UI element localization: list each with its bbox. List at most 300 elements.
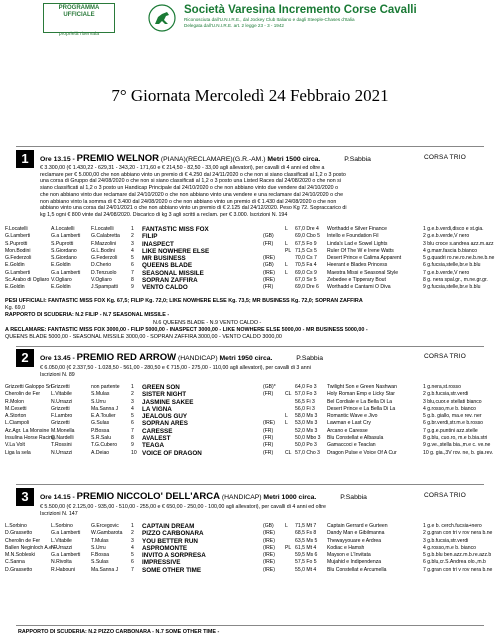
race-notes <box>18 629 219 636</box>
corsa-trio-label: CORSA TRIO <box>424 154 466 161</box>
runner-desc: 4 g.marr.fascia b.bianco <box>423 247 478 254</box>
race-title: PREMIO NICCOLO' DELL'ARCA <box>76 491 220 502</box>
runner-row <box>5 530 497 537</box>
runner-horse: MR BUSINESS <box>142 255 186 263</box>
runner-sire: Worthadd e Silver Finance <box>327 226 387 232</box>
runner-horse: JEALOUS GUY <box>142 413 188 421</box>
race-number-badge: 3 <box>16 488 34 506</box>
runner-desc: 5 g.b.blu ben.azz.m.b.re.azz.b <box>423 552 492 559</box>
note-line: A RECLAMARE: FANTASTIC MISS FOX 3000,00 - FILIP 5000,00 - INASPECT 3000,00 - LIKE NOWHERE ELSE 5000,00 - MR BUSINESS 5000,00 - <box>5 326 368 333</box>
runner-trainer: L.Vitabile <box>51 391 72 398</box>
runner-desc: 8 g.blu, cuo.ro, m.e b.bia.stri <box>423 435 488 442</box>
runner-kg: 57,0 Fo 3 <box>295 391 317 398</box>
runner-trainer: R.Habouni <box>51 566 76 573</box>
runner-row <box>5 406 497 413</box>
corsa-trio-label: CORSA TRIO <box>424 353 466 360</box>
runner-horse: INVITO A SORPRESA <box>142 552 206 560</box>
runner-desc: 2 g.e.b.verde,V nero <box>423 233 470 240</box>
society-subtitle: Riconosciuta dall'U.N.I.R.E., dal Jockey Club Italiano e dagli Steeple-Chases d'Italia Delegata dall'U.N.I.R.E. art. 2 legge 23 - 3 - 1942 <box>184 17 355 28</box>
runner-horse: LIKE NOWHERE ELSE <box>142 247 210 255</box>
runner-kg: 57,5 Fo 5 <box>295 559 317 566</box>
runner-kg: 57,0 Cho 3 <box>295 449 320 456</box>
runner-row <box>5 284 497 291</box>
condition-line: non abbiano vinto la somma di € 3.400 dal 24/08/2020 o che non abbiano vinto un premio di € 1.430 dal 24/08/2020 o che non <box>40 198 337 205</box>
runner-sex: PL <box>285 247 292 254</box>
runner-trainer: E.Goldin <box>51 284 71 291</box>
runner-num: 1 <box>131 226 134 232</box>
runner-trainer: N.Rivolta <box>51 559 72 566</box>
runner-row <box>5 545 497 552</box>
runner-owner: Cherolin de Fer <box>5 537 41 544</box>
runner-sex: L <box>285 523 288 529</box>
runner-jockey: S.Urru <box>91 398 106 405</box>
page-title: 7° Giornata Mercoledì 24 Febbraio 2021 <box>111 86 389 105</box>
runner-owner: L.Sorbino <box>5 523 27 529</box>
corsa-trio-label: CORSA TRIO <box>424 492 466 499</box>
race-notes <box>5 298 368 341</box>
runner-jockey: V.Ogliaro <box>91 277 112 284</box>
runner-num: 8 <box>131 435 134 442</box>
runner-row <box>5 413 497 420</box>
condition-line: € 6.050,00 (€ 2.337,50 - 1.028,50 - 561,00 - 280,50 e € 715,00 - 275,00 - 110,00 agli allevatori), per cavalli di 3 anni <box>40 365 311 371</box>
runner-trainer: G.a Lamberti <box>51 552 81 559</box>
runner-horse: JASMINE SAKEE <box>142 398 194 406</box>
race-conditions <box>40 504 326 517</box>
note-line: RAPPORTO DI SCUDERIA: N.2 PIZZO CARBONARA - N.7 SOME OTHER TIME - <box>18 629 220 635</box>
condition-line: Iscrizioni N. 89 <box>40 371 75 378</box>
runner-owner: Grizzetti Galoppo Srl <box>5 384 52 390</box>
program-title: PROGRAMMA UFFICIALE <box>58 5 100 18</box>
runner-jockey: J.Spampatti <box>91 284 118 291</box>
runner-num: 8 <box>131 277 134 284</box>
runner-kg: 71,5 Cs 5 <box>295 247 317 254</box>
runner-origin: (FR) <box>263 391 274 398</box>
runner-jockey: S.Mulas <box>91 391 110 398</box>
runner-horse: SISTER NIGHT <box>142 391 187 399</box>
runner-owner: Insulina Horse Racing <box>5 435 55 442</box>
runner-trainer: N.Urrazzi <box>51 449 73 456</box>
runner-jockey: Ma.Sanna J <box>91 405 119 412</box>
runner-jockey: Ma.Sanna J <box>91 566 119 573</box>
runners-table <box>5 384 497 457</box>
runner-desc: 3 g.b.fucsia,str.verdi <box>423 537 469 544</box>
runner-num: 5 <box>131 413 134 420</box>
runner-row <box>5 523 497 530</box>
runner-sire: Romantic Wave e Jivo <box>327 413 378 420</box>
runner-horse: CARESSE <box>142 427 173 435</box>
runner-kg: 56,5 Fi 3 <box>295 398 315 405</box>
runner-desc: 1 g.nera,st.rosso <box>423 384 461 390</box>
runner-owner: A.Storton <box>5 413 27 420</box>
runner-row <box>5 559 497 566</box>
runner-num: 2 <box>131 391 134 398</box>
runner-num: 9 <box>131 284 134 291</box>
runner-owner: E.Goldin <box>5 284 25 291</box>
runner-owner: S.Puprotti <box>5 240 28 247</box>
runner-num: 4 <box>131 544 134 551</box>
runner-sire: Twilight Son e Green Nashwan <box>327 384 397 390</box>
runner-horse: VOICE OF DRAGON <box>142 449 202 457</box>
runner-trainer: M.Monella <box>51 427 75 434</box>
runner-horse: GREEN SON <box>142 384 180 391</box>
runner-kg: 71,5 Mt 7 <box>295 523 317 529</box>
runner-sire: Maestra Missi e Seasonal Style <box>327 269 399 276</box>
runner-origin: (FR) <box>263 435 274 442</box>
runner-trainer: V.Ogliaro <box>51 277 72 284</box>
runner-trainer: L.Vitabile <box>51 537 72 544</box>
runner-sex: L <box>285 226 288 232</box>
runner-row <box>5 450 497 457</box>
runner-sex: L <box>285 413 288 420</box>
condition-line: una corsa di Gruppo dal 24/08/2020 o che non si siano classificati al 1,2 o 3 posto una Listed Races dal 24/08/2020 o che non si <box>40 178 341 185</box>
runner-kg: 67,0 Dre 4 <box>295 226 319 232</box>
runner-sire: Intello e Foundation Fil <box>327 233 379 240</box>
runner-kg: 58,0 Ms 3 <box>295 413 318 420</box>
runner-owner: R.Molon <box>5 398 24 405</box>
runner-num: 7 <box>131 269 134 276</box>
runner-owner: Mon.Bodini <box>5 247 31 254</box>
runner-jockey: E.A.Toulier <box>91 413 116 420</box>
runner-trainer: G.Nardelli <box>51 435 74 442</box>
race-conditions <box>40 365 311 378</box>
runner-owner: C.Sanna <box>5 559 25 566</box>
runner-sire: Mujahid e Indipendenza <box>327 559 382 566</box>
runner-owner: Cherolin de Fer <box>5 391 41 398</box>
runner-num: 7 <box>131 566 134 573</box>
runner-trainer: N.Urrazzi <box>51 398 73 405</box>
runner-jockey: G.Ercegovic <box>91 523 119 529</box>
runner-trainer: G.a Lamberti <box>51 530 81 537</box>
runner-sire: Captain Gerrard e Gurteen <box>327 523 388 529</box>
runner-origin: (IRE) <box>263 277 275 284</box>
condition-line: Iscrizioni N. 147 <box>40 510 78 517</box>
runner-horse: IMPRESSIVE <box>142 559 181 567</box>
runner-row <box>5 399 497 406</box>
runner-trainer: E.Goldin <box>51 262 71 269</box>
runner-jockey: D.Cherio <box>91 262 112 269</box>
runner-owner: L.Ciampoli <box>5 420 30 427</box>
runner-sire: Desert Prince e La Bella Di La <box>327 405 396 412</box>
runner-sire: Linda's Lad e Sowel Lights <box>327 240 388 247</box>
runner-trainer: L.Sorbino <box>51 523 73 529</box>
runner-origin: (FR) <box>263 449 274 456</box>
divider <box>16 484 484 485</box>
runner-jockey: G.Calabretta <box>91 233 120 240</box>
runner-sire: Arcano e Caresse <box>327 427 368 434</box>
runner-jockey: A.Deiao <box>91 449 110 456</box>
condition-line: € 3.300,00 (€ 1.430,22 - 629,31 - 343,20 - 171,60 e € 214,50 - 82,50 - 33,00 agli allevatori), per cavalli di 4 anni ed oltre a <box>40 165 325 171</box>
divider <box>16 146 484 147</box>
runner-num: 4 <box>131 405 134 412</box>
divider <box>16 346 484 347</box>
runner-jockey: S.Urru <box>91 544 106 551</box>
runner-jockey: G.L.Bodini <box>91 247 115 254</box>
runner-kg: 50,0 Mbo 3 <box>295 435 321 442</box>
race-title: PREMIO WELNOR <box>76 153 159 164</box>
runner-origin: (GB)* <box>263 384 276 390</box>
runner-horse: CAPTAIN DREAM <box>142 523 195 530</box>
runner-row <box>5 248 497 255</box>
runner-desc: 7 g.gran con tri v rov nera b.ne <box>423 566 493 573</box>
race-header: Ore 13.45 - PREMIO RED ARROW (HANDICAP) Metri 1950 circa. P.Sabbia <box>40 352 324 363</box>
runner-num: 3 <box>131 240 134 247</box>
runner-horse: AVALEST <box>142 435 171 443</box>
runner-owner: Liga la sela <box>5 449 31 456</box>
runner-row <box>5 567 497 574</box>
runner-sire: Worthadd e Cantami O Diva <box>327 284 391 291</box>
runner-kg: 70,0 Cs 7 <box>295 255 317 262</box>
runner-origin: (IRE) <box>263 269 275 276</box>
runner-jockey: F.Locatelli <box>91 226 114 232</box>
runner-jockey: F.Mazzolini <box>91 240 117 247</box>
runner-sire: Blu Constellat e Arcumella <box>327 566 387 573</box>
note-line: N.6 QUEENS BLADE - N.9 VENTO CALDO - <box>153 319 262 326</box>
race-number-badge: 1 <box>16 150 34 168</box>
runner-kg: 70,5 Fa 4 <box>295 262 317 269</box>
runner-desc: 8 g. nera spal.gr., m.ne.gr.gr. <box>423 277 488 284</box>
runner-kg: 67,0 Sv 5 <box>295 277 317 284</box>
runner-kg: 63,5 Ms 5 <box>295 537 318 544</box>
runner-kg: 50,0 Po 3 <box>295 442 317 449</box>
runner-row <box>5 552 497 559</box>
runner-horse: INASPECT <box>142 240 174 248</box>
runner-trainer: A.Locatelli <box>51 226 75 232</box>
runner-owner: D.Grassetto <box>5 566 33 573</box>
runner-row <box>5 391 497 398</box>
runner-horse: SOPRAN ZAFFIRA <box>142 277 198 285</box>
condition-line: che non abbiano vinto due reclamare dal 24/10/2020 o che non abbiano vinto una vendere e una reclamare dal 24/10/2020 o che <box>40 191 344 198</box>
runner-desc: 3 blu croce s.andrea azz.m.azz <box>423 240 494 247</box>
runners-table <box>5 523 497 574</box>
runner-num: 6 <box>131 559 134 566</box>
runner-owner: Az.Agr. La Monsine <box>5 427 50 434</box>
runner-origin: (FR) <box>263 427 274 434</box>
runner-sire: Gamaccoci e Teaclan <box>327 442 376 449</box>
runner-num: 9 <box>131 442 134 449</box>
runner-origin: (IRE) <box>263 537 275 544</box>
runner-num: 4 <box>131 247 134 254</box>
runner-owner: M.N.Sobleski <box>5 552 36 559</box>
runner-kg: 53,0 Ms 3 <box>295 420 318 427</box>
runner-row <box>5 428 497 435</box>
runner-num: 6 <box>131 420 134 427</box>
runner-horse: QUEENS BLADE <box>142 262 193 270</box>
runner-sire: Mayson e L'Invitata <box>327 552 371 559</box>
runner-trainer: F.Lambro <box>51 413 73 420</box>
runner-horse: FILIP <box>142 233 158 241</box>
runner-num: 7 <box>131 427 134 434</box>
runner-sex: PL <box>285 544 292 551</box>
runner-desc: 9 g.fucsia,stelle,br.e b.blu <box>423 284 481 291</box>
runner-sire: Dragon Pulse e Voice Of A Cur <box>327 449 397 456</box>
runner-horse: SOME OTHER TIME <box>142 566 202 574</box>
runner-num: 5 <box>131 255 134 262</box>
runner-row <box>5 538 497 545</box>
runner-horse: YOU BETTER RUN <box>142 537 198 545</box>
runner-kg: 67,5 Fo 9 <box>295 240 317 247</box>
runner-origin: (IRE) <box>263 559 275 566</box>
runner-sex: L <box>285 262 288 269</box>
runner-row <box>5 241 497 248</box>
runners-table <box>5 226 497 292</box>
runner-origin: (GB) <box>263 233 274 240</box>
runner-sire: Bel Cordiale e La Bella Di La <box>327 398 393 405</box>
runner-sire: Ruler Of The W e Irene Watts <box>327 247 394 254</box>
runner-num: 1 <box>131 523 134 529</box>
runner-num: 10 <box>131 449 137 456</box>
runner-num: 2 <box>131 233 134 240</box>
runner-jockey: D.Tenzuolo <box>91 269 117 276</box>
runner-origin: (FR) <box>263 284 274 291</box>
runner-jockey: S.Sulas <box>91 559 109 566</box>
program-sub: proprietà riservata <box>58 31 100 37</box>
note-line: PESI UFFICIALI: FANTASTIC MISS FOX Kg. 67,5; FILIP Kg. 72,0; LIKE NOWHERE ELSE Kg. 73,5; MR BUSINESS Kg. 72,0; SOPRAN ZAFFIRA <box>5 298 363 304</box>
race-title: PREMIO RED ARROW <box>76 352 177 363</box>
runner-row <box>5 442 497 449</box>
runner-row <box>5 233 497 240</box>
runner-desc: 6 g.blu,cr.S.Andrea olo.,m.b <box>423 559 486 566</box>
runner-num: 3 <box>131 537 134 544</box>
runner-sire: Kodiac e Hamsh <box>327 544 365 551</box>
runner-horse: TEAGA <box>142 442 165 450</box>
runner-sire: Desert Prince e Calima Apparent <box>327 255 402 262</box>
runner-num: 5 <box>131 552 134 559</box>
condition-line: siano classificati al 1,2 o 3 posto un Handicap Principale dal 24/10/2020 o che non abbiano vinto due vendere dal 24/10/2020 o <box>40 185 339 192</box>
runner-sire: Thewayyouare e Ardrea <box>327 537 382 544</box>
condition-line: kg 1,5 ogni € 800 vinte dal 24/08/2020. Discarico di kg 3 agli scritti a reclam. per € 3.000. Iscrizioni N. 194 <box>40 211 288 218</box>
runner-kg: 59,5 Ms 6 <box>295 552 318 559</box>
runner-horse: SOPRAN ARES <box>142 420 188 428</box>
condition-line: € 5.500,00 (€ 2.125,00 - 935,00 - 510,00 - 255,00 e € 650,00 - 250,00 - 100,00 agli allevatori), per cavalli di 4 anni ed oltre <box>40 504 326 510</box>
runner-sire: Lawman e Last Cry <box>327 420 371 427</box>
runner-trainer: T.Rossini <box>51 442 72 449</box>
runner-num: 3 <box>131 398 134 405</box>
runner-trainer: S.Giordano <box>51 255 77 262</box>
runner-kg: 61,5 Mt 4 <box>295 544 317 551</box>
runner-jockey: F.Bossa <box>91 552 110 559</box>
runner-origin: (IRE) <box>263 420 275 427</box>
runner-desc: 7 g.g.e.puntini azz.stelle <box>423 427 478 434</box>
runner-row <box>5 420 497 427</box>
runner-trainer: Grizzetti <box>51 384 70 390</box>
runner-sex: CL <box>285 391 292 398</box>
runner-sex: L <box>285 240 288 247</box>
runner-origin: (IRE) <box>263 530 275 537</box>
runner-trainer: S.Puprotti <box>51 240 74 247</box>
runner-desc: 6 g.br.verdi,str.m.e b.rosso <box>423 420 484 427</box>
runner-desc: 2 g.gran con tri v rov nera b.ne <box>423 530 493 537</box>
runner-row <box>5 435 497 442</box>
runner-desc: 1 g.e b. cerch.fucsia+nero <box>423 523 482 529</box>
runner-origin: (IRE) <box>263 255 275 262</box>
runner-jockey: non partente <box>91 384 120 390</box>
race-conditions <box>40 165 347 219</box>
runner-row <box>5 277 497 284</box>
runner-sex: L <box>285 420 288 427</box>
note-line: RAPPORTO DI SCUDERIA: N.2 FILIP - N.7 SEASONAL MISSILE - <box>5 312 170 319</box>
runner-trainer: G.a Lamberti <box>51 233 81 240</box>
runner-origin: (GB) <box>263 262 274 269</box>
runner-kg: 52,0 Ms 3 <box>295 427 318 434</box>
runner-origin: (IRE) <box>263 544 275 551</box>
note-line: Kg. 69,0 <box>5 305 26 312</box>
note-line: QUEENS BLADE 5000,00 - SEASONAL MISSILE 3000,00 - SOPRAN ZAFFIRA 3000,00 - VENTO CALDO 3000,00 <box>5 334 282 341</box>
condition-line: reclamare per € 5.000,00 che non abbiano vinto un premio di € 4.250 dal 24/11/2020 o che non si siano classificati al 1,2 o 3 posto <box>40 171 346 178</box>
runner-horse: LA VIGNA <box>142 405 172 413</box>
race-header: Ore 13.15 - PREMIO WELNOR (PIANA)(RECLAMARE)(G.R.-AM.) Metri 1500 circa. P.Sabbia <box>40 153 371 164</box>
condition-line: abbiano vinto una corsa dal 24/01/2021 o che non abbiano vinto un premio di € 2.125 dal 24/12/2020. Peso Kg 72. Sopraccarico di <box>40 205 347 212</box>
runner-desc: 5 g.quadri ro.ne.ro.ne.b.ne.b.ne <box>423 255 495 262</box>
runner-owner: G.Lamberti <box>5 269 31 276</box>
runner-owner: E.Goldin <box>5 262 25 269</box>
runner-num: 1 <box>131 384 134 390</box>
runner-row <box>5 384 497 391</box>
runner-owner: Ballen Neginloch A.e F <box>5 544 57 551</box>
runner-num: 6 <box>131 262 134 269</box>
runner-origin: (FR) <box>263 240 274 247</box>
runner-origin: (IRE) <box>263 566 275 573</box>
runner-desc: 7 g.e.b.verde,V nero <box>423 269 470 276</box>
runner-kg: 68,5 Fs 8 <box>295 530 317 537</box>
runner-trainer: Grizzetti <box>51 405 70 412</box>
runner-owner: D.Grassetto <box>5 530 33 537</box>
runner-row <box>5 255 497 262</box>
runner-desc: 4 g.rosso,m.e b. bianco <box>423 544 476 551</box>
runner-desc: 6 g.fucsia,stelle,br.e b.blu <box>423 262 481 269</box>
runner-row <box>5 226 497 233</box>
runner-trainer: G.a Lamberti <box>51 269 81 276</box>
runner-kg: 55,0 Mt 4 <box>295 566 317 573</box>
runner-num: 2 <box>131 530 134 537</box>
runner-jockey: W.Gambarota <box>91 530 123 537</box>
society-name: Società Varesina Incremento Corse Cavalli <box>184 4 417 16</box>
runner-jockey: T.G.Cubero <box>91 442 118 449</box>
runner-desc: 1 g.e.b.verdi,disco e st.gia. <box>423 226 484 232</box>
runner-desc: 2 g.b.fucsia,str.verdi <box>423 391 469 398</box>
runner-owner: F.Locatelli <box>5 226 28 232</box>
runner-desc: 4 g.rosso,m.e b. bianco <box>423 405 476 412</box>
runner-horse: PIZZO CARBONARA <box>142 530 204 538</box>
runner-horse: SEASONAL MISSILE <box>142 269 204 277</box>
runner-owner: M.Cesetti <box>5 405 27 412</box>
runner-origin: (GB) <box>263 523 274 529</box>
runner-owner: Sc.Arabo di Ogliaro <box>5 277 50 284</box>
runner-trainer: S.Giordano <box>51 247 77 254</box>
runner-desc: 9 g.ve.,stella bia.,m.e c. ve.ne <box>423 442 491 449</box>
runner-trainer: Grizzetti <box>51 420 70 427</box>
runner-row <box>5 270 497 277</box>
runner-sire: Holy Roman Emp e Licky Star <box>327 391 395 398</box>
race-number-badge: 2 <box>16 349 34 367</box>
runner-desc: 5 g.b. giallo, ma.e rev. ner <box>423 413 482 420</box>
runner-horse: FANTASTIC MISS FOX <box>142 226 209 233</box>
runner-jockey: G.Sulas <box>91 420 110 427</box>
race-header: Ore 14.15 - PREMIO NICCOLO' DELL'ARCA (HANDICAP) Metri 1000 circa. P.Sabbia <box>40 491 367 502</box>
runner-sire: Blu Constellat e Albasula <box>327 435 384 442</box>
runner-sire: Heerant e Blades Princess <box>327 262 388 269</box>
runner-row <box>5 262 497 269</box>
runner-kg: 56,0 Fi 3 <box>295 405 315 412</box>
divider <box>16 625 484 626</box>
runner-jockey: P.Bossa <box>91 427 110 434</box>
runner-owner: V.La Volt <box>5 442 25 449</box>
runner-owner: G.Federzoli <box>5 255 32 262</box>
runner-owner: G.Lamberti <box>5 233 31 240</box>
horse-logo <box>148 4 176 32</box>
runner-desc: 3 blu,cuor.e stellati bianco <box>423 398 482 405</box>
runner-kg: 69,0 Dre 6 <box>295 284 319 291</box>
runner-origin: (IRE) <box>263 552 275 559</box>
